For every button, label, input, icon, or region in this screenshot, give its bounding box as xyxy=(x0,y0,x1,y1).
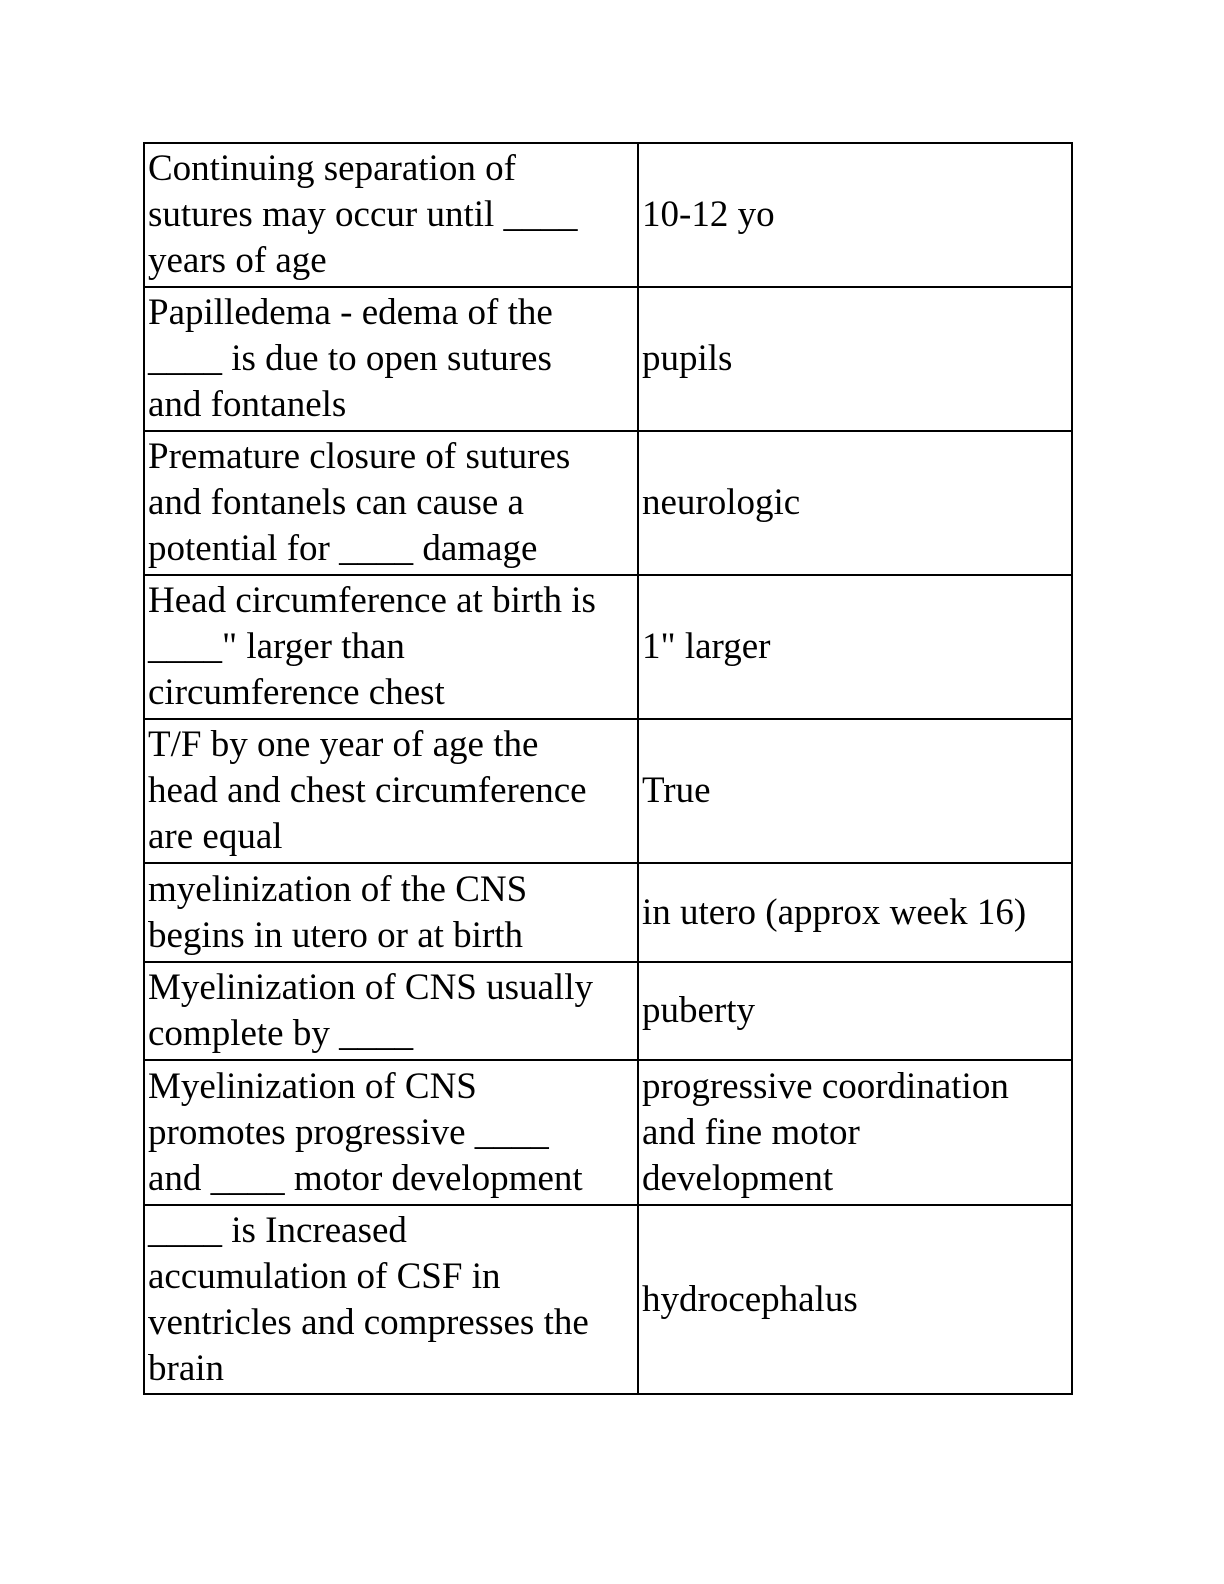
flashcard-table xyxy=(143,142,1073,1395)
answer-cell: True xyxy=(638,719,1072,863)
answer-cell: 1" larger xyxy=(638,575,1072,719)
question-cell: ____ is Increased accumulation of CSF in ventricles and compresses the brain xyxy=(144,1205,638,1394)
question-cell: myelinization of the CNS begins in utero or at birth xyxy=(144,863,638,962)
answer-cell: pupils xyxy=(638,287,1072,431)
question-cell: Head circumference at birth is ____" larger than circumference chest xyxy=(144,575,638,719)
flashcard-row xyxy=(144,575,1072,719)
question-cell: T/F by one year of age the head and chest circumference are equal xyxy=(144,719,638,863)
answer-cell: puberty xyxy=(638,962,1072,1060)
flashcard-row xyxy=(144,1205,1072,1394)
question-cell: Premature closure of sutures and fontanels can cause a potential for ____ damage xyxy=(144,431,638,575)
answer-cell: neurologic xyxy=(638,431,1072,575)
question-cell: Myelinization of CNS promotes progressive ____ and ____ motor development xyxy=(144,1060,638,1205)
flashcard-row xyxy=(144,719,1072,863)
question-cell: Papilledema - edema of the ____ is due to open sutures and fontanels xyxy=(144,287,638,431)
flashcard-row xyxy=(144,962,1072,1060)
flashcard-row xyxy=(144,863,1072,962)
flashcard-row xyxy=(144,431,1072,575)
answer-cell: 10-12 yo xyxy=(638,143,1072,287)
flashcard-row xyxy=(144,1060,1072,1205)
flashcard-row xyxy=(144,143,1072,287)
answer-cell: progressive coordination and fine motor development xyxy=(638,1060,1072,1205)
question-cell: Myelinization of CNS usually complete by ____ xyxy=(144,962,638,1060)
question-cell: Continuing separation of sutures may occur until ____ years of age xyxy=(144,143,638,287)
answer-cell: in utero (approx week 16) xyxy=(638,863,1072,962)
flashcard-row xyxy=(144,287,1072,431)
answer-cell: hydrocephalus xyxy=(638,1205,1072,1394)
